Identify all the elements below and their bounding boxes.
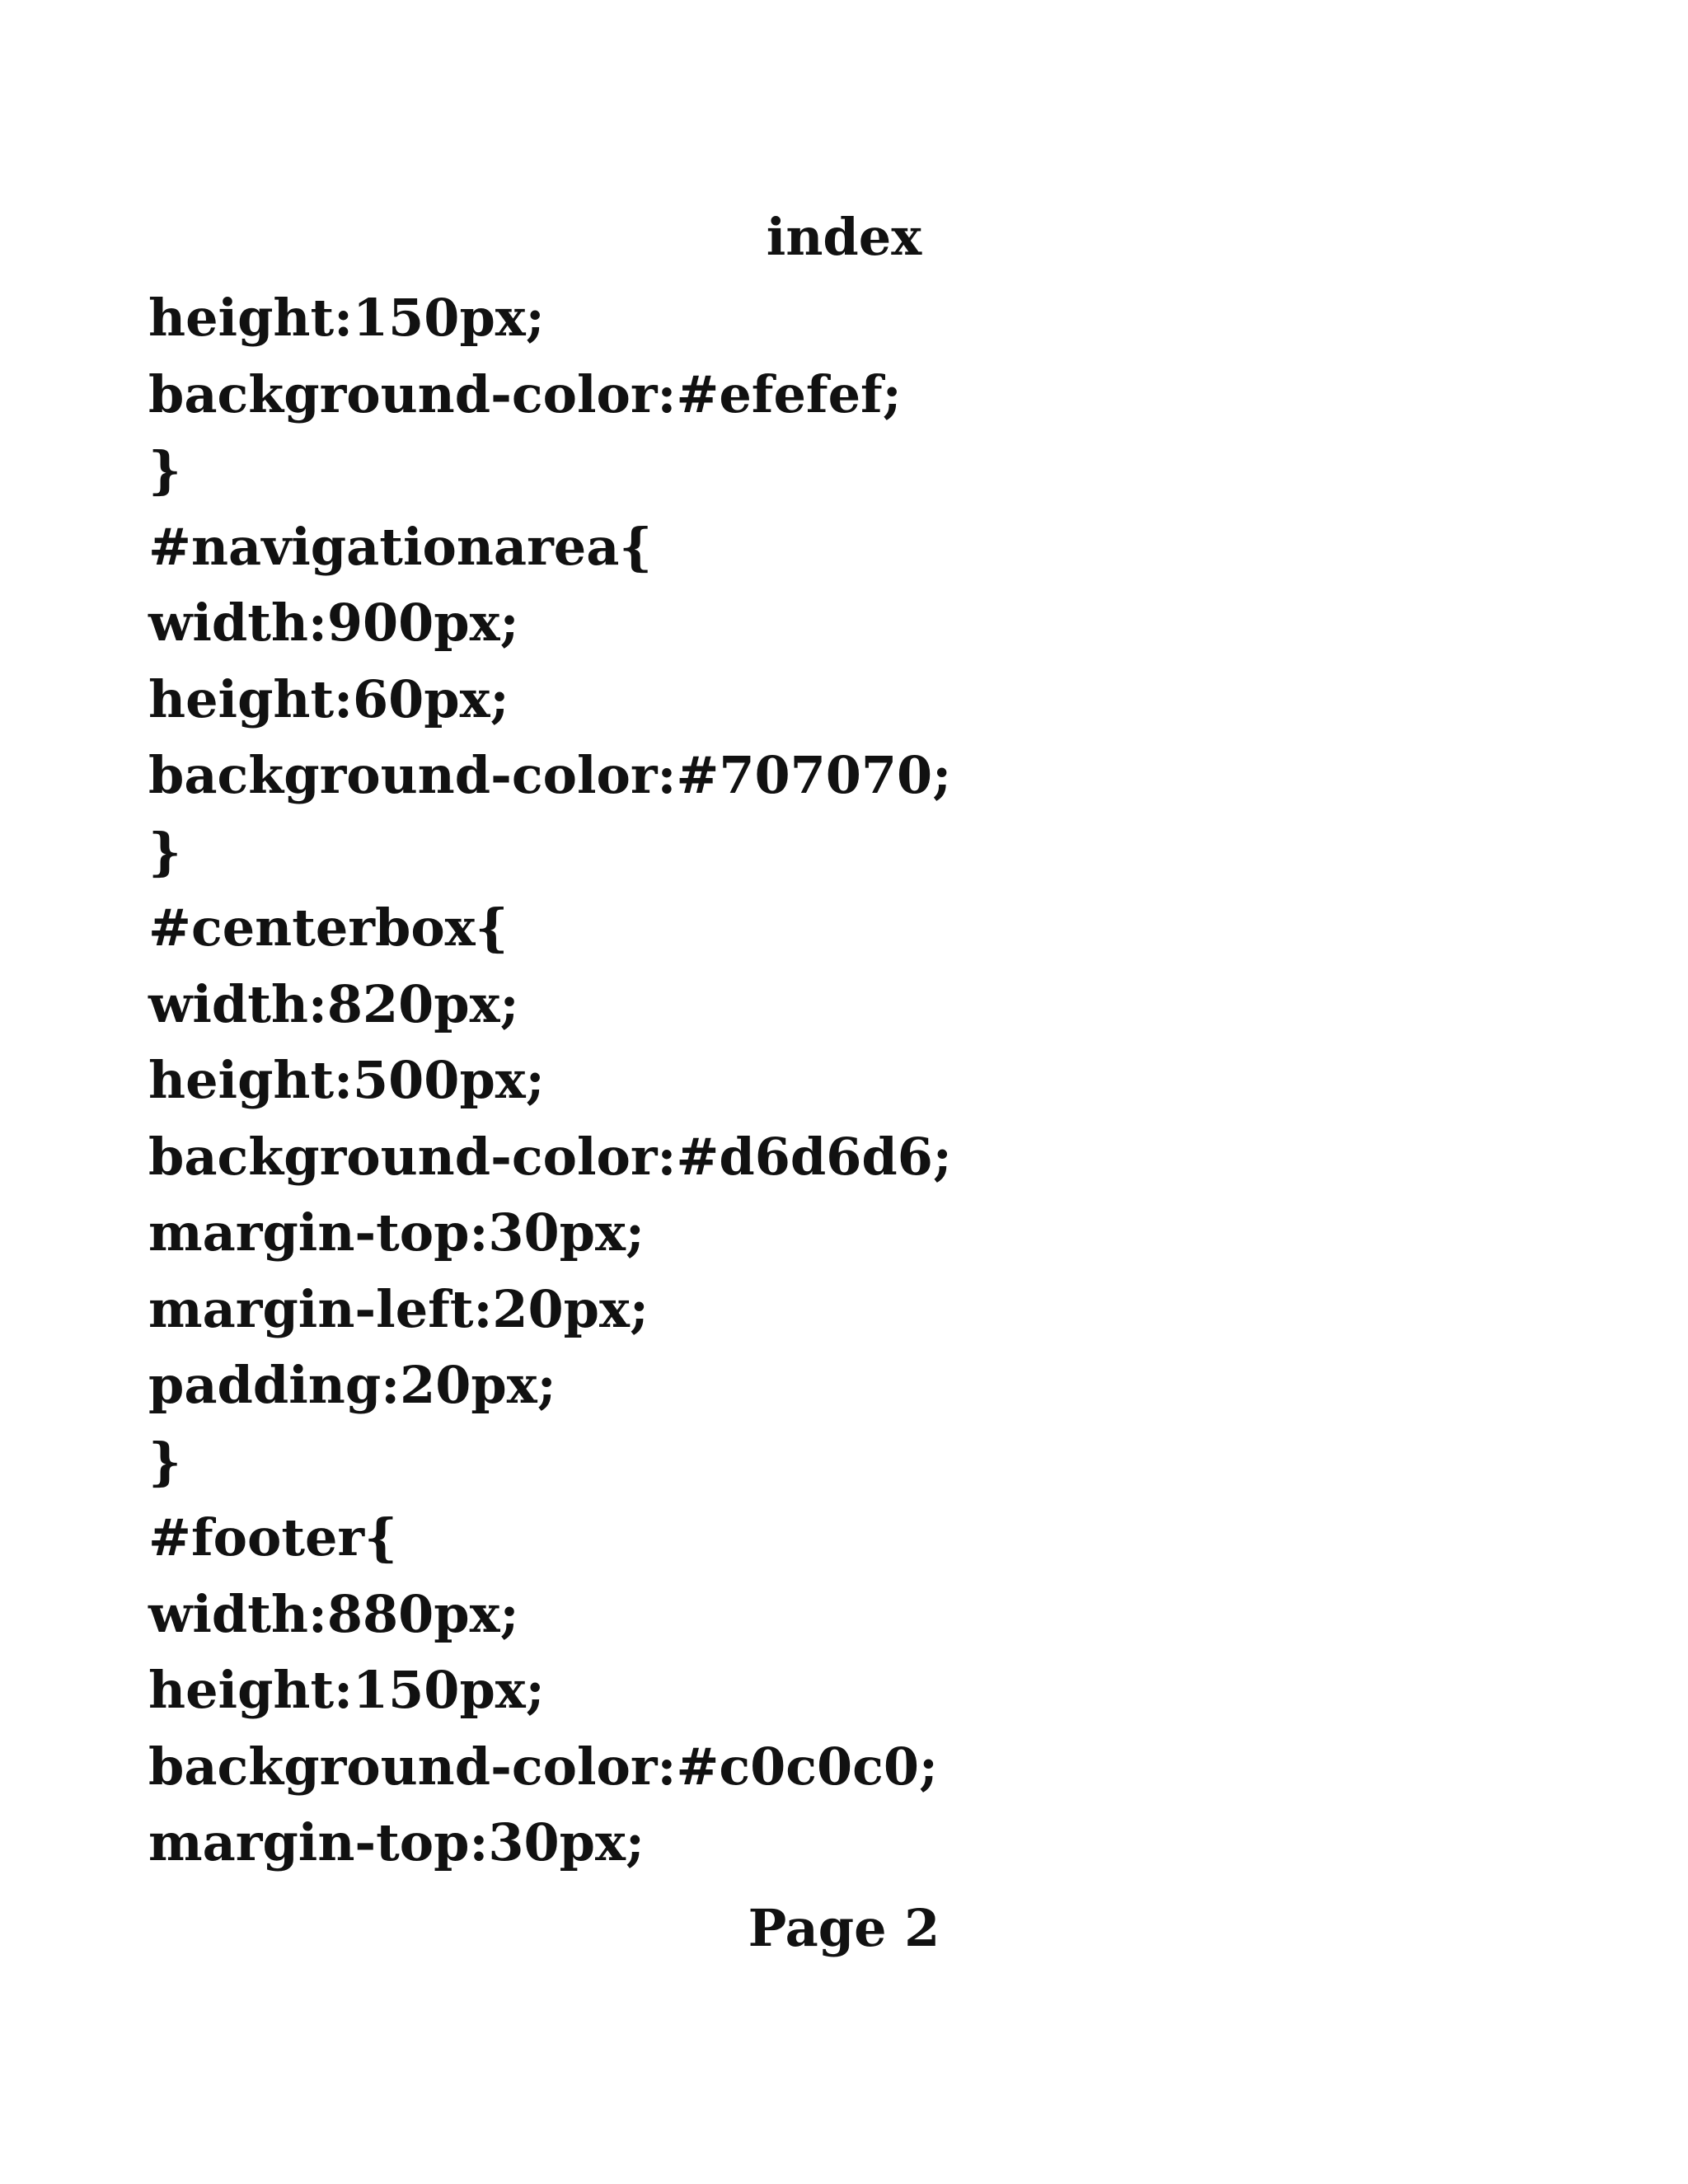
code-line: height:60px; [148, 668, 509, 729]
code-line: background-color:#707070; [148, 745, 952, 805]
code-line: width:880px; [148, 1583, 519, 1644]
code-line: #navigationarea{ [148, 516, 653, 577]
css-code-block [148, 280, 1550, 1882]
code-line: #footer{ [148, 1507, 397, 1568]
code-line: #centerbox{ [148, 898, 509, 958]
code-line: margin-top:30px; [148, 1812, 645, 1872]
code-line: background-color:#efefef; [148, 363, 902, 424]
code-line: padding:20px; [148, 1355, 556, 1415]
code-line: } [148, 821, 181, 882]
code-line: height:500px; [148, 1050, 545, 1110]
code-line: height:150px; [148, 288, 545, 348]
code-line: background-color:#d6d6d6; [148, 1126, 952, 1187]
code-line: margin-top:30px; [148, 1202, 645, 1263]
code-line: background-color:#c0c0c0; [148, 1736, 938, 1797]
page-number: Page 2 [748, 1898, 940, 1958]
code-line: margin-left:20px; [148, 1278, 649, 1339]
page-title: index [766, 207, 922, 267]
code-line: width:820px; [148, 973, 519, 1034]
code-line: } [148, 440, 181, 500]
code-line: } [148, 1431, 181, 1492]
code-line: width:900px; [148, 593, 519, 653]
code-line: height:150px; [148, 1660, 545, 1720]
